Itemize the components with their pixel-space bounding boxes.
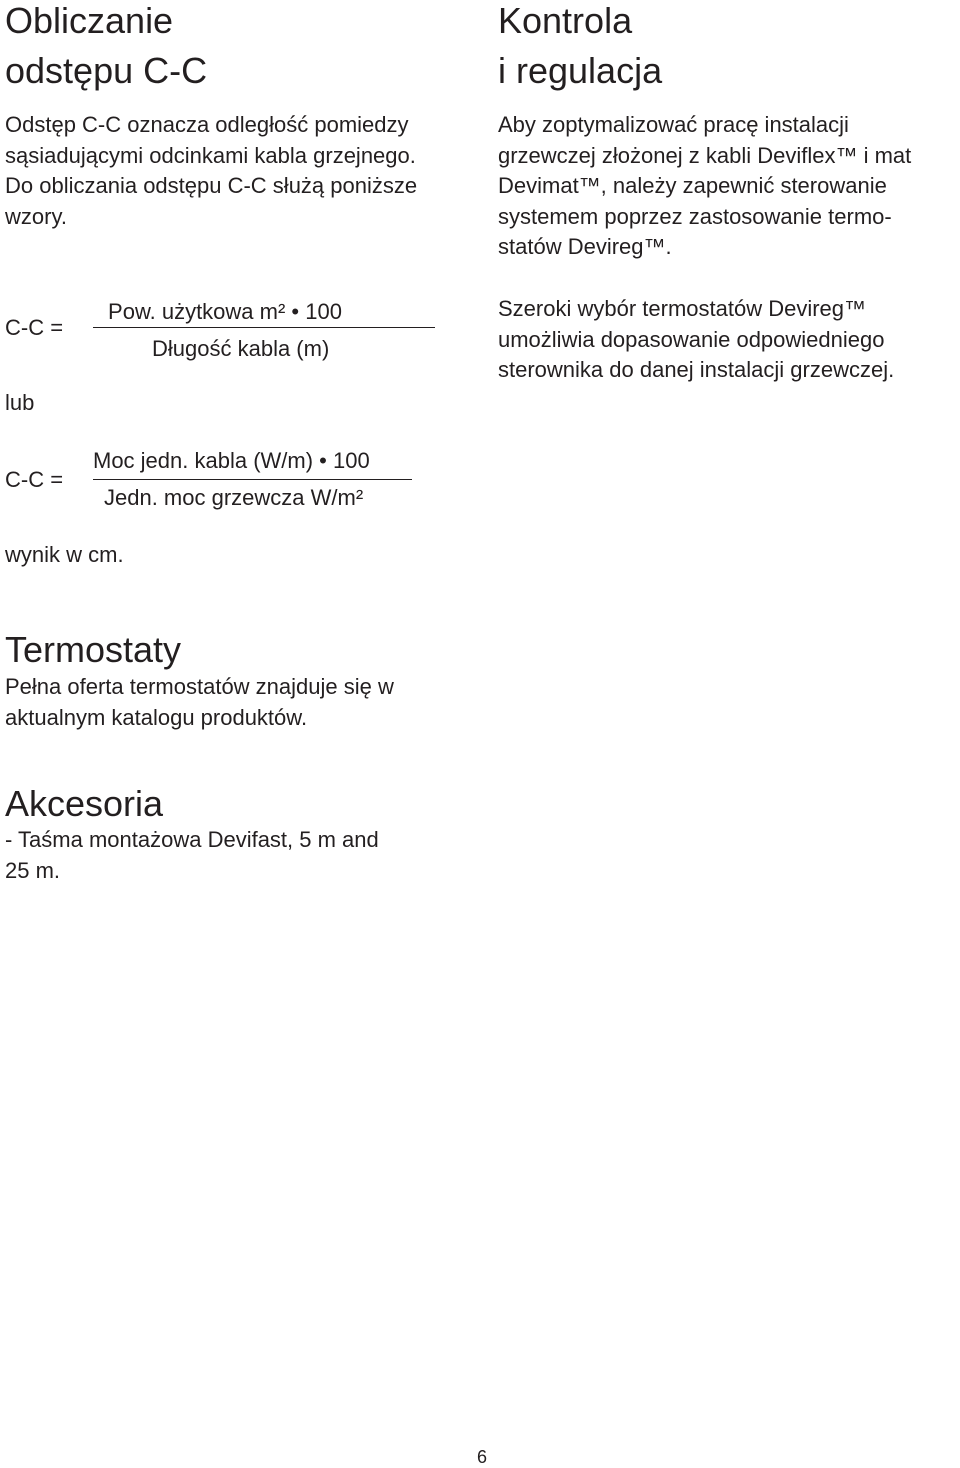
cc-intro-line: sąsiadującymi odcinkami kabla grzejnego. — [5, 142, 416, 168]
control-paragraph-1-line: statów Devireg™. — [498, 234, 672, 259]
formula-1-denominator: Długość kabla (m) — [152, 336, 330, 361]
control-paragraph-2-line: Szeroki wybór termostatów Devireg™ — [498, 296, 867, 321]
thermostats-heading: Termostaty — [5, 629, 182, 670]
accessories-line: 25 m. — [5, 857, 61, 883]
cc-heading-line1: Obliczanie — [5, 0, 174, 41]
thermostats-line: Pełna oferta termostatów znajduje się w — [5, 674, 394, 699]
accessories-heading: Akcesoria — [5, 783, 164, 824]
control-paragraph-2 — [498, 294, 894, 386]
control-heading-line2: i regulacja — [498, 50, 663, 91]
control-paragraph-1-line: grzewczej złożonej z kabli Deviflex™ i mat — [498, 142, 912, 168]
formula-1-lhs: C-C = — [5, 315, 64, 340]
formula-2-fraction-bar — [93, 479, 412, 480]
control-paragraph-1-line: Aby zoptymalizować pracę instalacji — [498, 112, 849, 137]
page-number: 6 — [476, 1447, 487, 1467]
accessories-section — [5, 779, 163, 829]
control-paragraph-1-line: Devimat™, należy zapewnić sterowanie — [498, 173, 887, 198]
control-heading-line1: Kontrola — [498, 0, 633, 41]
control-heading — [498, 0, 662, 96]
accessories-line: - Taśma montażowa Devifast, 5 m and — [5, 827, 379, 852]
formula-2-lhs: C-C = — [5, 467, 64, 492]
formula-2-denominator: Jedn. moc grzewcza W/m² — [104, 485, 364, 510]
formula-2-numerator: Moc jedn. kabla (W/m) • 100 — [93, 448, 370, 473]
cc-intro-line: Odstęp C-C oznacza odległość pomiedzy — [5, 112, 409, 137]
or-label: lub — [5, 390, 35, 415]
control-paragraph-2-line: sterownika do danej instalacji grzewczej. — [498, 357, 895, 382]
thermostats-section — [5, 625, 181, 675]
formula-2 — [0, 0, 480, 560]
control-paragraph-1 — [498, 110, 911, 263]
result-note: wynik w cm. — [5, 542, 124, 567]
thermostats-text — [5, 672, 394, 733]
cc-intro-line: wzory. — [5, 203, 67, 229]
thermostats-line: aktualnym katalogu produktów. — [5, 704, 308, 730]
control-paragraph-1-line: systemem poprzez zastosowanie termo- — [498, 203, 892, 229]
formula-1-numerator: Pow. użytkowa m² • 100 — [108, 299, 342, 324]
cc-intro-line: Do obliczania odstępu C-C służą poniższe — [5, 173, 418, 198]
control-paragraph-2-line: umożliwia dopasowanie odpowiedniego — [498, 326, 885, 352]
accessories-text — [5, 825, 379, 886]
cc-heading-line2: odstępu C-C — [5, 50, 208, 91]
